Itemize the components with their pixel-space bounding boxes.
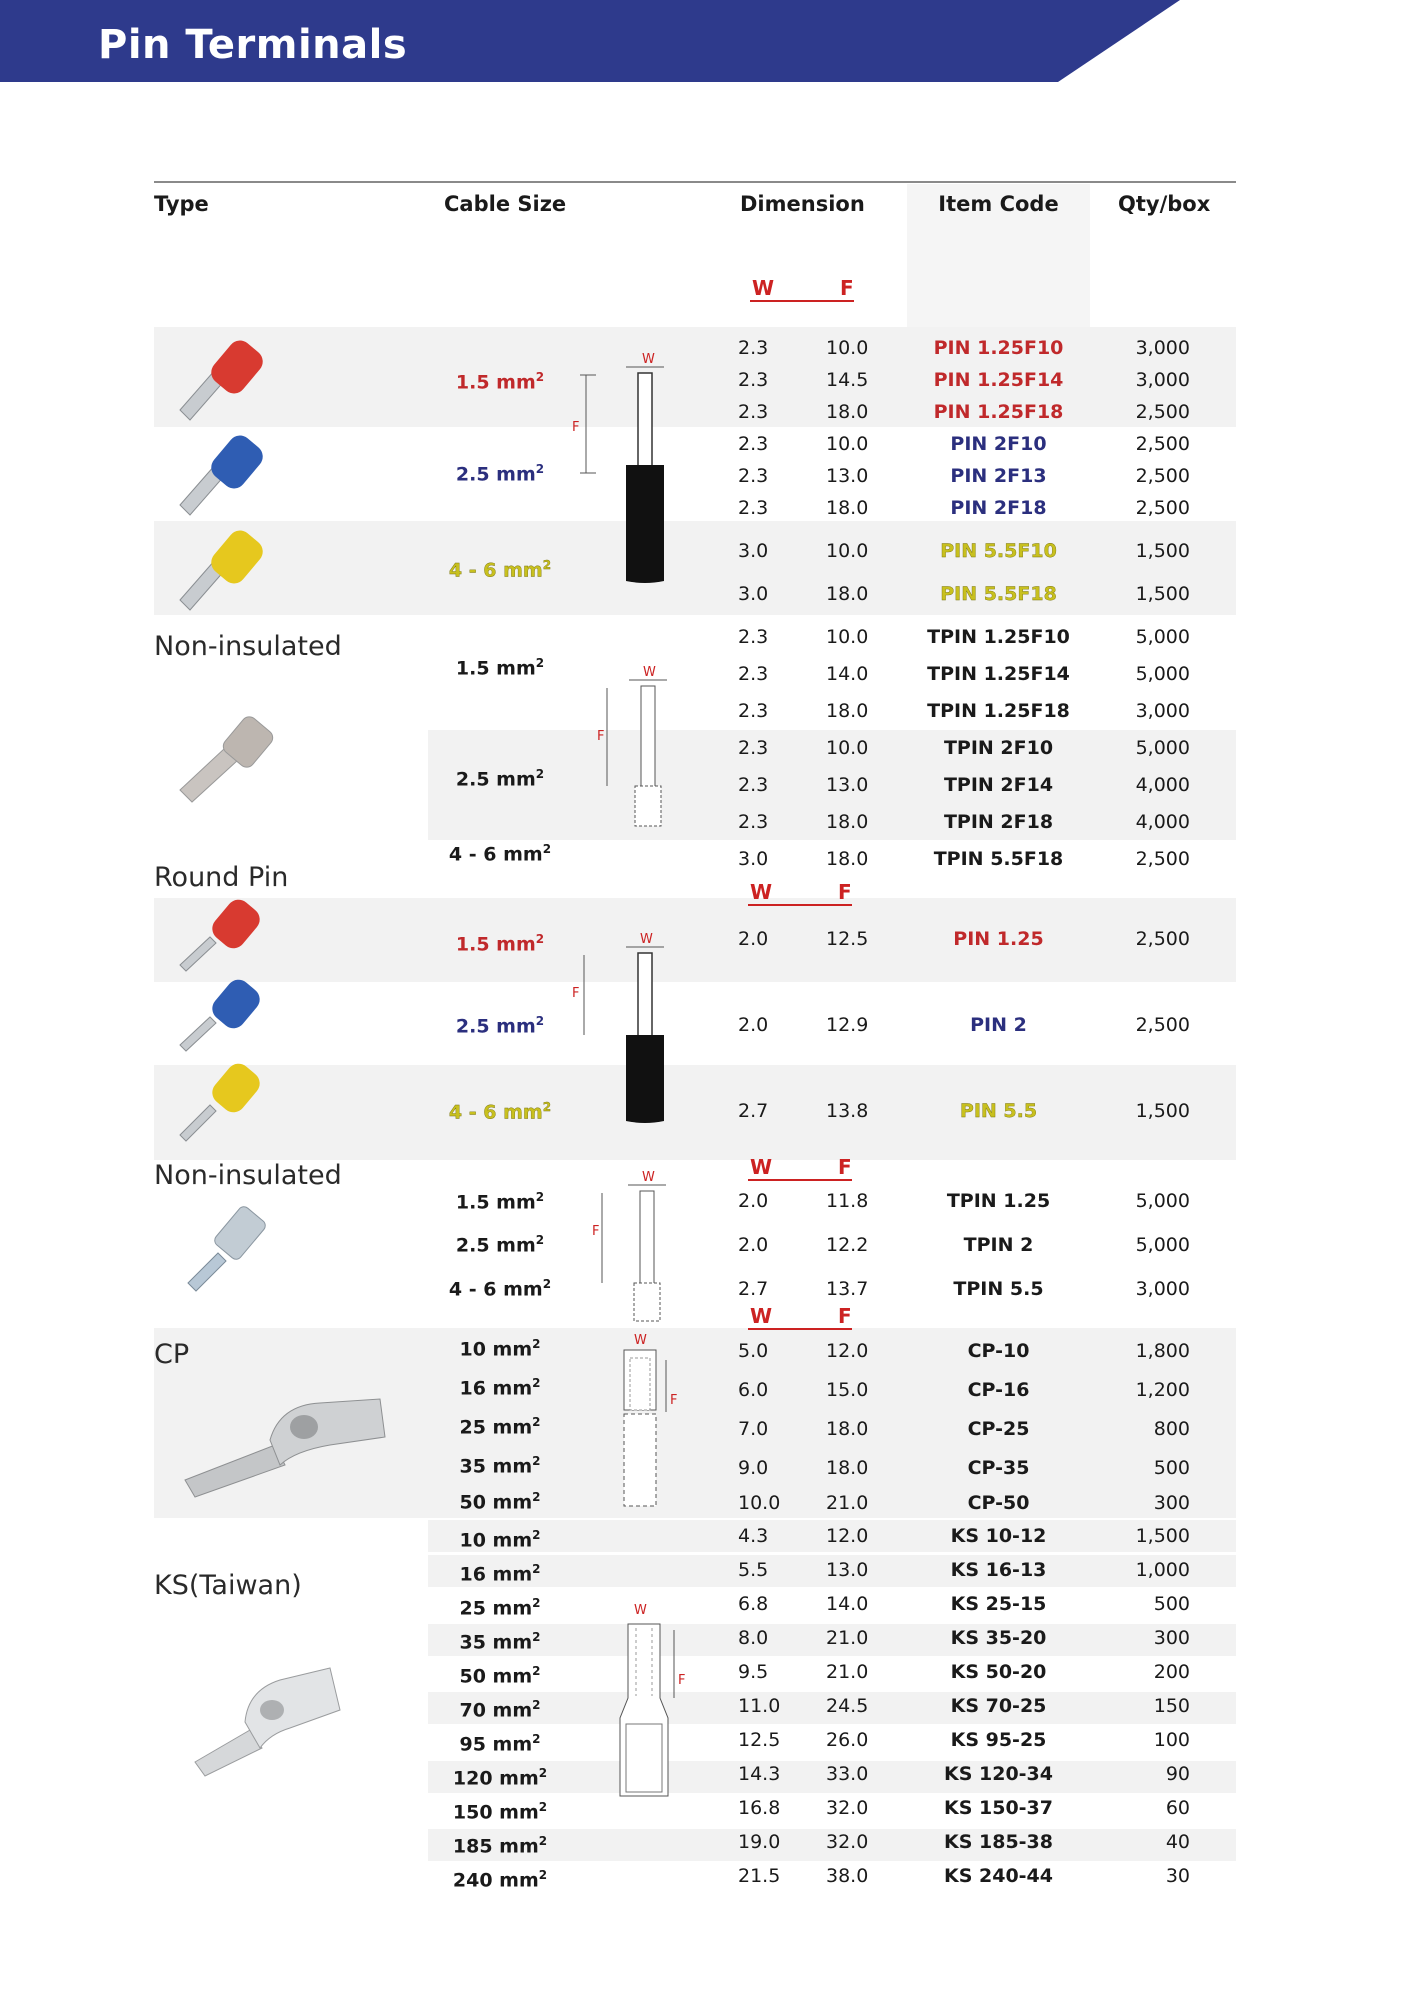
round-pin-diagram: [570, 925, 680, 1125]
svg-text:W: W: [643, 665, 656, 680]
insulated-pin-diagram: [570, 345, 680, 585]
blue-round-pin-photo: [170, 975, 280, 1055]
cable-size: 1.5 $mm^2$: [455, 1190, 545, 1214]
svg-text:W: W: [642, 1170, 655, 1185]
cable-size: 2.5 $mm^2$: [455, 462, 545, 486]
cable-size: 4 - 6 $mm^2$: [448, 842, 552, 866]
f-label: F: [840, 276, 854, 300]
cable-size: 25 $mm^2$: [459, 1596, 541, 1620]
non-insulated-pin-photo: [170, 700, 290, 810]
cable-size: 50 $mm^2$: [459, 1490, 541, 1514]
svg-text:W: W: [634, 1603, 647, 1618]
cable-size: 2.5 $mm^2$: [455, 1233, 545, 1257]
cable-size: 4 - 6 $mm^2$: [448, 1100, 552, 1124]
red-round-pin-photo: [170, 895, 280, 975]
cable-size: 50 $mm^2$: [459, 1664, 541, 1688]
cable-size: 70 $mm^2$: [459, 1698, 541, 1722]
header-qty: Qty/box: [1118, 192, 1211, 216]
w-label: W: [750, 880, 773, 904]
svg-text:W: W: [634, 1333, 647, 1348]
section-label-cp: CP: [154, 1339, 190, 1370]
svg-text:F: F: [572, 420, 580, 435]
wf-underline: [748, 1328, 852, 1330]
cable-size: 10 $mm^2$: [459, 1528, 541, 1552]
w-label: W: [750, 1304, 773, 1328]
header-cable-size: Cable Size: [444, 192, 567, 216]
cable-size: 185 $mm^2$: [452, 1834, 548, 1858]
svg-text:F: F: [678, 1673, 686, 1688]
f-label: F: [838, 880, 852, 904]
w-label: W: [750, 1155, 773, 1179]
wf-underline: [748, 904, 852, 906]
cable-size: 95 $mm^2$: [459, 1732, 541, 1756]
section-label-non-insulated: Non-insulated: [154, 1160, 342, 1191]
wf-underline: [750, 300, 854, 302]
cable-size: 2.5 $mm^2$: [455, 1014, 545, 1038]
cable-size: 120 $mm^2$: [452, 1766, 548, 1790]
non-insulated-pin-diagram: [595, 660, 680, 830]
f-label: F: [838, 1304, 852, 1328]
w-label: W: [752, 276, 775, 300]
blue-insulated-pin-photo: [170, 425, 280, 520]
yellow-insulated-pin-photo: [170, 520, 280, 615]
ks-diagram: [610, 1600, 690, 1800]
ks-terminal-photo: [190, 1650, 350, 1780]
header-dimension: Dimension: [740, 192, 865, 216]
cable-size: 16 $mm^2$: [459, 1376, 541, 1400]
section-label-round-pin: Round Pin: [154, 862, 289, 893]
cable-size: 25 $mm^2$: [459, 1415, 541, 1439]
cable-size: 1.5 $mm^2$: [455, 656, 545, 680]
cable-size: 2.5 $mm^2$: [455, 767, 545, 791]
cable-size: 1.5 $mm^2$: [455, 932, 545, 956]
cable-size: 10 $mm^2$: [459, 1337, 541, 1361]
cable-size: 35 $mm^2$: [459, 1630, 541, 1654]
header-type: Type: [154, 192, 209, 216]
section-label-ks-taiwan: KS(Taiwan): [154, 1570, 302, 1601]
header-item-code: Item Code: [938, 192, 1059, 216]
cable-size: 35 $mm^2$: [459, 1454, 541, 1478]
svg-text:F: F: [592, 1224, 600, 1239]
svg-text:F: F: [572, 986, 580, 1001]
cable-size: 1.5 $mm^2$: [455, 370, 545, 394]
cable-size: 4 - 6 $mm^2$: [448, 558, 552, 582]
cable-size: 16 $mm^2$: [459, 1562, 541, 1586]
cable-size: 4 - 6 $mm^2$: [448, 1277, 552, 1301]
yellow-round-pin-photo: [170, 1055, 280, 1145]
page-title: Pin Terminals: [98, 22, 408, 68]
red-insulated-pin-photo: [170, 330, 280, 425]
cp-diagram: [610, 1330, 690, 1510]
cp-terminal-photo: [180, 1385, 390, 1505]
cable-size: 150 $mm^2$: [452, 1800, 548, 1824]
svg-text:W: W: [642, 352, 655, 367]
wf-underline: [748, 1179, 852, 1181]
non-insulated-round-pin-diagram: [590, 1165, 680, 1325]
section-label-non-insulated: Non-insulated: [154, 631, 342, 662]
svg-text:W: W: [640, 932, 653, 947]
svg-text:F: F: [597, 729, 605, 744]
table-top-rule: [154, 181, 1236, 183]
svg-text:F: F: [670, 1393, 678, 1408]
cable-size: 240 $mm^2$: [452, 1868, 548, 1892]
non-insulated-round-pin-photo: [178, 1195, 278, 1295]
f-label: F: [838, 1155, 852, 1179]
